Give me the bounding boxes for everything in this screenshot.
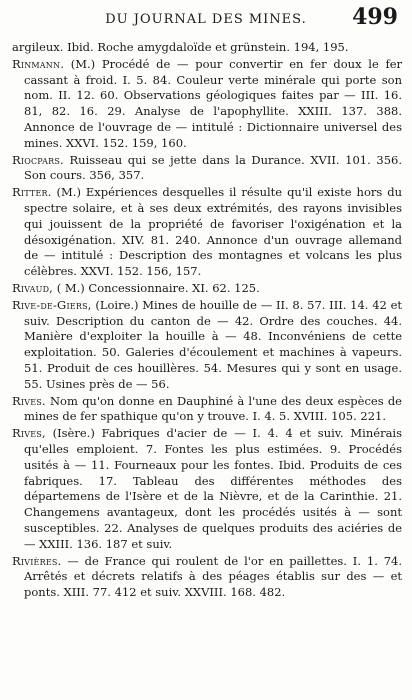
entry-text: Ruisseau qui se jette dans la Durance. XVII. 101. 356. Son cours. 356, 357. — [24, 152, 403, 183]
entry-text: Nom qu'on donne en Dauphiné à l'une des deux espèces de mines de fer spathique qu'on y trouve. I. 4. 5. XVIII. 105. 221. — [24, 393, 402, 424]
index-entry — [12, 153, 402, 185]
entry-text: — de France qui roulent de l'or en paillettes. I. 1. 74. Arrêtés et décrets relatifs à des péages établis sur des — et ponts. XIII. 77. 412 et suiv. XXVIII. 168. 482. — [24, 553, 402, 600]
index-entry — [12, 426, 402, 552]
entry-headword: Rive-de-Giers, — [12, 297, 92, 312]
running-head: DU JOURNAL DES MINES. — [105, 12, 307, 27]
entry-text: (Loire.) Mines de houille de — II. 8. 57. III. 14. 42 et suiv. Description du canton de — 42. Ordre des couches. 44. Manière d'exploiter la houille à — 48. Inconvéniens de cette exploitation. 50. Galeries d'écoulement et machines à vapeurs. 51. Produit de ces houillères. 54. Mesures qui y sont en usage. 55. Usines près de — 56. — [24, 297, 403, 391]
entry-text: argileux. Ibid. Roche amygdaloïde et grünstein. 194, 195. — [12, 40, 349, 54]
entry-text: (Isère.) Fabriques d'acier de — I. 4. 4 et suiv. Minérais qu'elles emploient. 7. Fontes les plus estimées. 9. Procédés usités à — 11. Fourneaux pour les fontes. Ibid. Produits de ces fabriques. 17. Tableau des différentes méthodes des départemens de l'Isère et de la Nièvre, et de la Carinthie. 21. Changemens avantageux, dont les procédés usités à — sont susceptibles. 22. Analyses de quelques produits des aciéries de — XXIII. 136. 187 et suiv. — [24, 426, 403, 551]
index-entry — [12, 394, 402, 426]
index-entry — [12, 185, 402, 280]
index-entry — [12, 57, 402, 152]
index-entries — [0, 40, 412, 602]
page-header — [0, 0, 412, 40]
index-entry — [12, 298, 402, 393]
entry-headword: Rives. — [12, 393, 46, 408]
index-entry — [12, 554, 402, 601]
entry-headword: Ritter. — [12, 185, 52, 200]
index-entry — [12, 40, 402, 56]
entry-headword: Rives, — [12, 426, 46, 441]
entry-text: (M.) Expériences desquelles il résulte qu'il existe hors du spectre solaire, et à ses deux extrémités, des rayons invisibles qui jouissent de la propriété de favoriser l'oxigénation et la désoxigénation. XIV. 81. 240. Annonce d'un ouvrage allemand de — intitulé : Description des montagnes et volcans les plus célèbres. XXVI. 152. 156, 157. — [24, 185, 403, 279]
entry-headword: Rivières. — [12, 553, 62, 568]
entry-text: ( M.) Concessionnaire. XI. 62. 125. — [56, 280, 260, 295]
entry-text: (M.) Procédé de — pour convertir en fer doux le fer cassant à froid. I. 5. 84. Couleur verte minérale qui porte son nom. II. 12. 60. Observations géologiques faites par — III. 16. 81, 82. 16. 29. Analyse de l'apophyllite. XXIII. 137. 388. Annonce de l'ouvrage de — intitulé : Dictionnaire universel des mines. XXVI. 152. 159, 160. — [24, 56, 403, 150]
entry-headword: Riocpars. — [12, 152, 64, 167]
index-entry — [12, 281, 402, 297]
page-number: 499 — [352, 4, 398, 30]
entry-headword: Rinmann. — [12, 56, 65, 71]
entry-headword: Rivaud, — [12, 280, 54, 295]
